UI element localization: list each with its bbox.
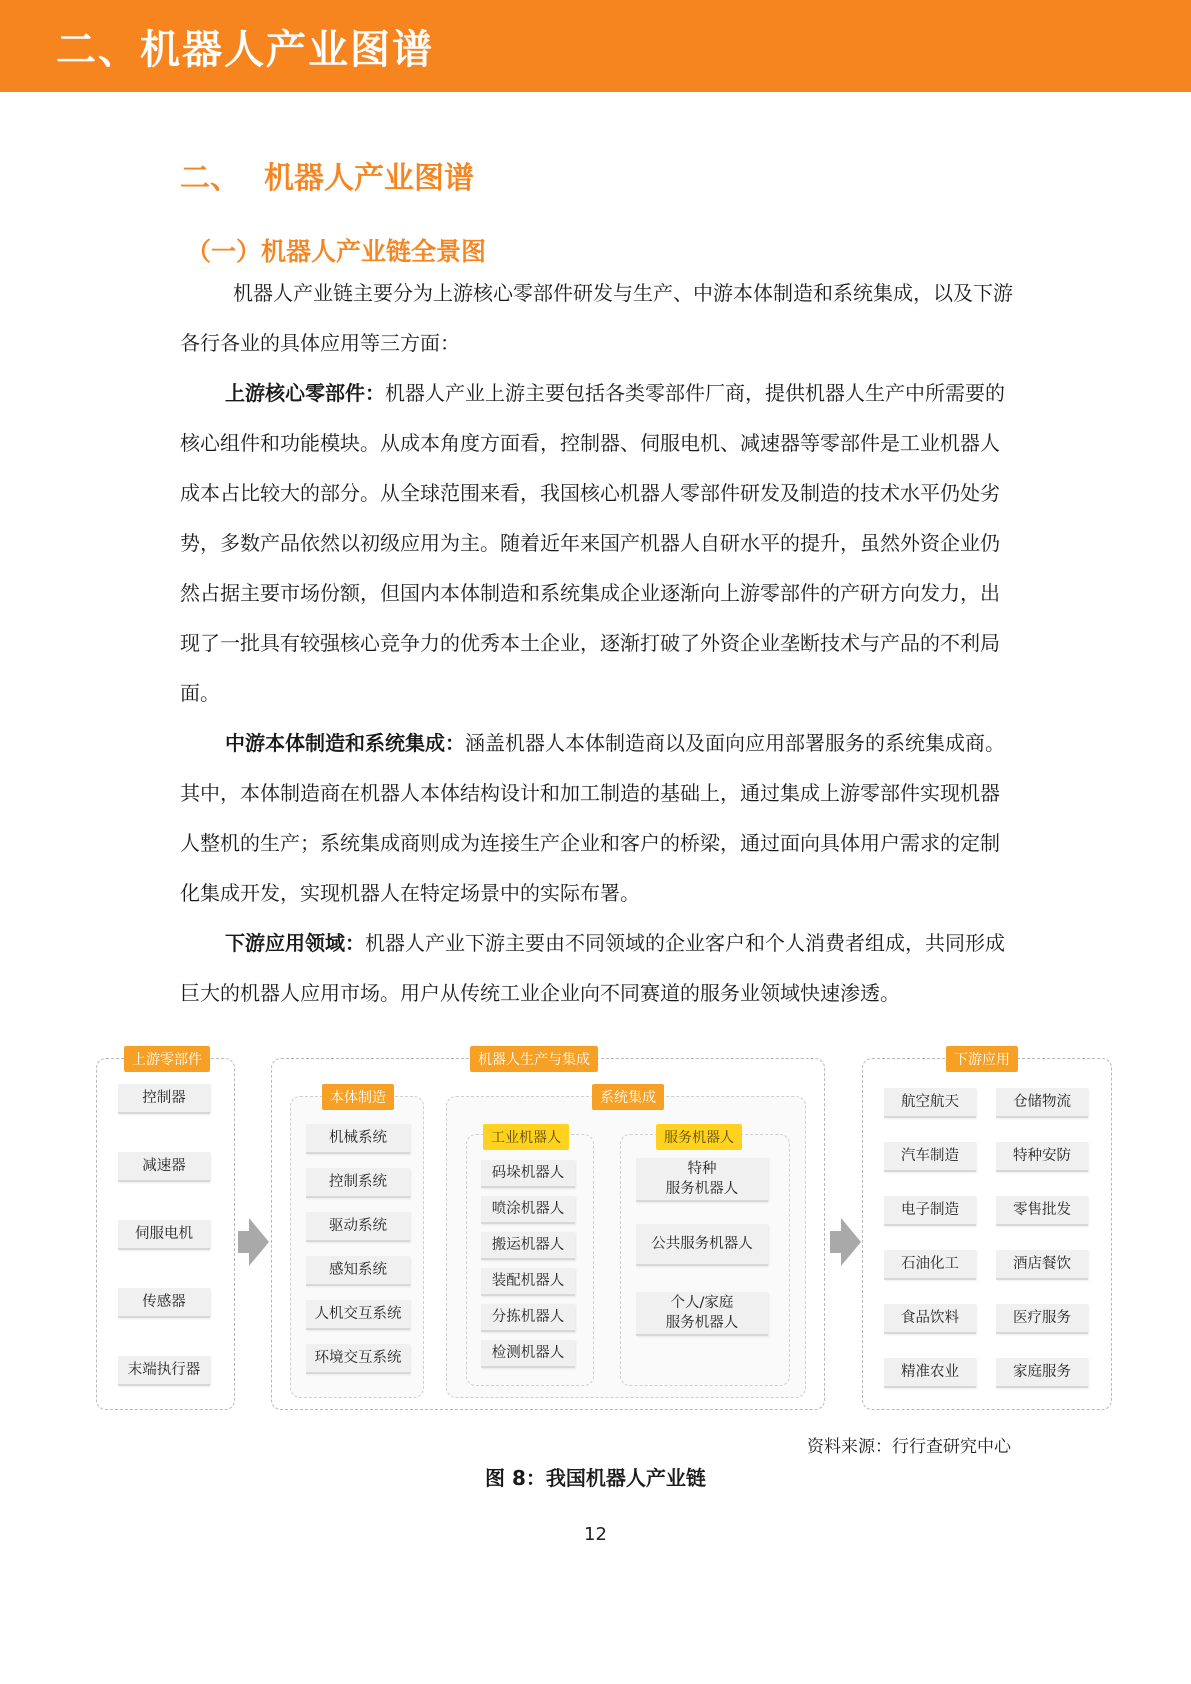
arrow-right-icon bbox=[249, 1218, 269, 1266]
industrial-robot-item: 喷涂机器人 bbox=[481, 1196, 575, 1224]
banner-title: 二、机器人产业图谱 bbox=[56, 27, 434, 73]
system-integration-tag: 系统集成 bbox=[592, 1084, 664, 1110]
body-manufacturing-tag: 本体制造 bbox=[322, 1084, 394, 1110]
service-robots-tag: 服务机器人 bbox=[656, 1124, 742, 1150]
industrial-robot-item: 检测机器人 bbox=[481, 1340, 575, 1368]
downstream-tag: 下游应用 bbox=[946, 1046, 1018, 1072]
industrial-robot-item: 分拣机器人 bbox=[481, 1304, 575, 1332]
midstream-tag: 机器人生产与集成 bbox=[470, 1046, 598, 1072]
arrow-right-icon bbox=[841, 1218, 861, 1266]
downstream-item: 汽车制造 bbox=[884, 1142, 976, 1172]
midstream-paragraph bbox=[180, 718, 1015, 918]
industrial-robots-tag: 工业机器人 bbox=[483, 1124, 569, 1150]
upstream-text: 机器人产业上游主要包括各类零部件厂商，提供机器人生产中所需要的核心组件和功能模块。从成本角度方面看，控制器、伺服电机、减速器等零部件是工业机器人成本占比较大的部分。从全球范围来看，我国核心机器人零部件研发及制造的技术水平仍处劣势，多数产品依然以初级应用为主。随着近年来国产机器人自研水平的提升，虽然外资企业仍然占据主要市场份额，但国内本体制造和系统集成企业逐渐向上游零部件的产研方向发力，出现了一批具有较强核心竞争力的优秀本土企业，逐渐打破了外资企业垄断技术与产品的不利局面。 bbox=[180, 381, 1005, 705]
body-item: 环境交互系统 bbox=[306, 1344, 410, 1374]
section-number: 二、 bbox=[180, 161, 240, 196]
downstream-item: 精准农业 bbox=[884, 1358, 976, 1388]
industrial-robot-item: 码垛机器人 bbox=[481, 1160, 575, 1188]
source-note: 资料来源：行行查研究中心 bbox=[807, 1437, 1011, 1457]
page-number: 12 bbox=[584, 1524, 607, 1545]
downstream-item: 食品饮料 bbox=[884, 1304, 976, 1334]
body-item: 感知系统 bbox=[306, 1256, 410, 1286]
industrial-robot-item: 搬运机器人 bbox=[481, 1232, 575, 1260]
downstream-label: 下游应用领域： bbox=[225, 931, 365, 955]
service-robot-item: 特种 服务机器人 bbox=[636, 1158, 768, 1202]
upstream-item: 伺服电机 bbox=[118, 1220, 210, 1250]
body-item: 人机交互系统 bbox=[306, 1300, 410, 1330]
downstream-item: 特种安防 bbox=[996, 1142, 1088, 1172]
body-item: 驱动系统 bbox=[306, 1212, 410, 1242]
upstream-paragraph bbox=[180, 368, 1015, 718]
body-text bbox=[180, 268, 1015, 1018]
subsection-heading: （一）机器人产业链全景图 bbox=[186, 237, 487, 266]
upstream-item: 减速器 bbox=[118, 1152, 210, 1182]
downstream-item: 仓储物流 bbox=[996, 1088, 1088, 1118]
midstream-text: 涵盖机器人本体制造商以及面向应用部署服务的系统集成商。其中，本体制造商在机器人本体结构设计和加工制造的基础上，通过集成上游零部件实现机器人整机的生产；系统集成商则成为连接生产企业和客户的桥梁，通过面向具体用户需求的定制化集成开发，实现机器人在特定场景中的实际布署。 bbox=[180, 731, 1005, 905]
section-heading bbox=[180, 153, 474, 197]
header-banner bbox=[0, 0, 1191, 92]
upstream-label: 上游核心零部件： bbox=[225, 381, 385, 405]
downstream-item: 航空航天 bbox=[884, 1088, 976, 1118]
upstream-tag: 上游零部件 bbox=[124, 1046, 210, 1072]
upstream-item: 传感器 bbox=[118, 1288, 210, 1318]
midstream-label: 中游本体制造和系统集成： bbox=[225, 731, 465, 755]
downstream-item: 零售批发 bbox=[996, 1196, 1088, 1226]
downstream-item: 石油化工 bbox=[884, 1250, 976, 1280]
downstream-item: 电子制造 bbox=[884, 1196, 976, 1226]
downstream-item: 家庭服务 bbox=[996, 1358, 1088, 1388]
service-robot-item: 公共服务机器人 bbox=[636, 1224, 768, 1266]
downstream-item: 医疗服务 bbox=[996, 1304, 1088, 1334]
industrial-robot-item: 装配机器人 bbox=[481, 1268, 575, 1296]
figure-caption: 图 8：我国机器人产业链 bbox=[485, 1466, 706, 1490]
service-robot-item: 个人/家庭 服务机器人 bbox=[636, 1292, 768, 1336]
upstream-item: 末端执行器 bbox=[118, 1356, 210, 1386]
upstream-item: 控制器 bbox=[118, 1084, 210, 1114]
section-title: 机器人产业图谱 bbox=[264, 161, 474, 196]
intro-paragraph: 机器人产业链主要分为上游核心零部件研发与生产、中游本体制造和系统集成，以及下游各行各业的具体应用等三方面： bbox=[180, 281, 1013, 355]
downstream-text: 机器人产业下游主要由不同领域的企业客户和个人消费者组成，共同形成巨大的机器人应用市场。用户从传统工业企业向不同赛道的服务业领域快速渗透。 bbox=[180, 931, 1005, 1005]
downstream-paragraph bbox=[180, 918, 1015, 1018]
body-item: 控制系统 bbox=[306, 1168, 410, 1198]
downstream-item: 酒店餐饮 bbox=[996, 1250, 1088, 1280]
body-item: 机械系统 bbox=[306, 1124, 410, 1154]
industry-chain-diagram bbox=[94, 1040, 1114, 1420]
